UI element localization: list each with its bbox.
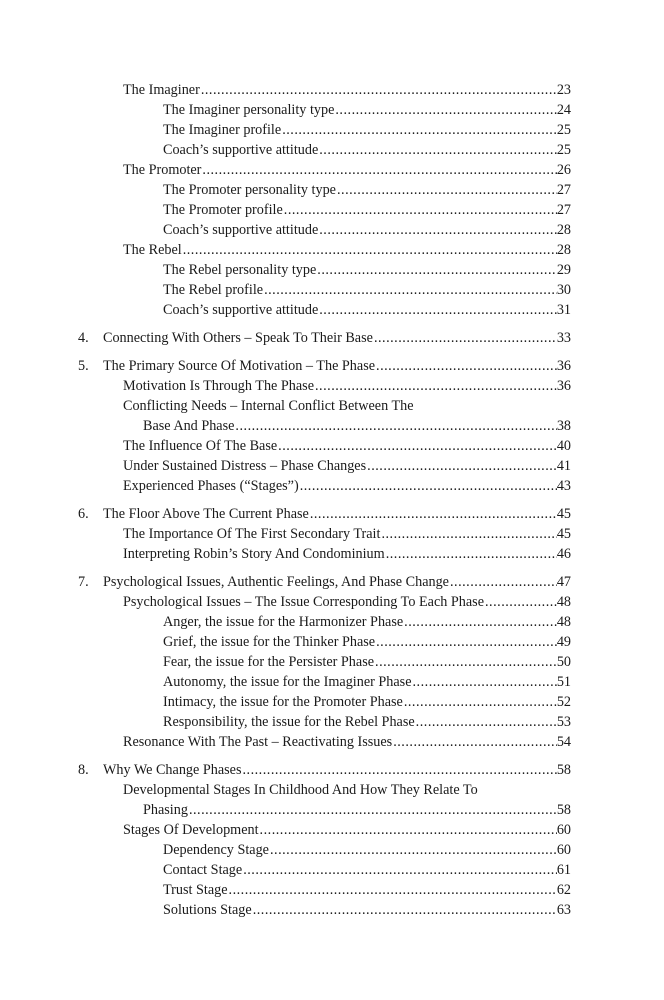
toc-entry[interactable] (0, 476, 664, 496)
toc-entry-title: Autonomy, the issue for the Imaginer Phase (163, 674, 412, 690)
toc-entry-title: The Influence Of The Base (123, 438, 278, 454)
page-number: 51 (556, 674, 571, 690)
toc-entry[interactable] (0, 80, 664, 100)
toc-entry-line (123, 820, 571, 840)
toc-entry-title: Coach’s supportive attitude (163, 302, 319, 318)
chapter-number: 6. (78, 506, 89, 522)
toc-entry[interactable] (0, 100, 664, 120)
toc-entry-title: Developmental Stages In Childhood And How They Relate To (123, 782, 478, 798)
dot-leader (234, 416, 556, 436)
page-number: 49 (556, 634, 571, 650)
toc-entry-title: The Imaginer profile (163, 122, 282, 138)
toc-entry-title: The Imaginer personality type (163, 102, 335, 118)
chapter-number: 4. (78, 330, 89, 346)
page-number: 58 (556, 762, 571, 778)
dot-leader (403, 612, 557, 632)
toc-entry-title: Connecting With Others – Speak To Their Base (103, 330, 373, 346)
toc-entry[interactable] (0, 840, 664, 860)
toc-entry[interactable] (0, 692, 664, 712)
toc-entry-title: The Rebel profile (163, 282, 264, 298)
toc-entry-line (163, 200, 571, 220)
dot-leader (318, 220, 557, 240)
page-number: 29 (556, 262, 571, 278)
page-number: 28 (556, 242, 571, 258)
toc-entry-line (143, 800, 571, 820)
toc-entry-title: Why We Change Phases (103, 762, 242, 778)
page-number: 38 (556, 418, 571, 434)
toc-entry[interactable] (0, 880, 664, 900)
toc-entry-title: Anger, the issue for the Harmonizer Phase (163, 614, 404, 630)
page-number: 25 (556, 122, 571, 138)
toc-entry-line (123, 456, 571, 476)
page-number: 54 (556, 734, 571, 750)
page-number: 43 (556, 478, 571, 494)
dot-leader (484, 592, 557, 612)
toc-entry[interactable] (0, 300, 664, 320)
page-number: 58 (556, 802, 571, 818)
dot-leader (314, 376, 557, 396)
toc-entry-line (103, 572, 571, 592)
dot-leader (316, 260, 557, 280)
toc-entry-line (123, 732, 571, 752)
toc-entry-line (163, 100, 571, 120)
chapter-number: 5. (78, 358, 89, 374)
toc-entry-title: The Promoter personality type (163, 182, 336, 198)
dot-leader (375, 632, 557, 652)
page-number: 27 (556, 182, 571, 198)
toc-entry[interactable] (0, 652, 664, 672)
toc-entry-title: The Imaginer (123, 82, 200, 98)
toc-entry-line (163, 692, 571, 712)
dot-leader (182, 240, 557, 260)
toc-entry-title: Interpreting Robin’s Story And Condominium (123, 546, 385, 562)
toc-entry[interactable] (0, 240, 664, 260)
dot-leader (385, 544, 557, 564)
toc-entry-title: Trust Stage (163, 882, 228, 898)
toc-entry-line (103, 328, 571, 348)
toc-entry-line (103, 356, 571, 376)
toc-entry-line (163, 612, 571, 632)
dot-leader (188, 800, 557, 820)
page-number: 61 (556, 862, 571, 878)
dot-leader (252, 900, 557, 920)
toc-entry[interactable] (0, 160, 664, 180)
dot-leader (318, 300, 557, 320)
dot-leader (201, 160, 556, 180)
dot-leader (241, 760, 556, 780)
toc-entry-line (123, 544, 571, 564)
toc-entry-line (163, 880, 571, 900)
dot-leader (392, 732, 557, 752)
page-number: 60 (556, 822, 571, 838)
toc-entry[interactable] (0, 396, 664, 416)
toc-entry[interactable] (0, 780, 664, 800)
page-number: 23 (556, 82, 571, 98)
toc-entry[interactable] (0, 180, 664, 200)
toc-entry[interactable] (0, 220, 664, 240)
dot-leader (318, 140, 557, 160)
toc-entry[interactable] (0, 712, 664, 732)
page-number: 48 (556, 614, 571, 630)
page-number: 46 (556, 546, 571, 562)
toc-entry-line (123, 80, 571, 100)
toc-entry-line (163, 840, 571, 860)
page-number: 28 (556, 222, 571, 238)
toc-entry-title: The Primary Source Of Motivation – The Phase (103, 358, 376, 374)
toc-entry[interactable] (0, 416, 664, 436)
toc-entry[interactable] (0, 732, 664, 752)
toc-entry-line (123, 436, 571, 456)
page-number: 33 (556, 330, 571, 346)
toc-entry-title: Fear, the issue for the Persister Phase (163, 654, 375, 670)
toc-entry-line (143, 416, 571, 436)
toc-entry-title: The Rebel personality type (163, 262, 317, 278)
dot-leader (263, 280, 557, 300)
toc-entry[interactable] (0, 820, 664, 840)
page-number: 27 (556, 202, 571, 218)
page-number: 60 (556, 842, 571, 858)
toc-entry-line (163, 652, 571, 672)
toc-entry-title: Responsibility, the issue for the Rebel Phase (163, 714, 415, 730)
toc-entry-title: The Promoter (123, 162, 202, 178)
toc-entry-title: Stages Of Development (123, 822, 259, 838)
page-number: 30 (556, 282, 571, 298)
toc-entry-line (123, 240, 571, 260)
page-number: 41 (556, 458, 571, 474)
toc-entry-title: Intimacy, the issue for the Promoter Phase (163, 694, 403, 710)
page-number: 63 (556, 902, 571, 918)
toc-entry-title: The Rebel (123, 242, 182, 258)
dot-leader (269, 840, 557, 860)
dot-leader (334, 100, 556, 120)
page-number: 53 (556, 714, 571, 730)
toc-entry-title: Conflicting Needs – Internal Conflict Between The (123, 398, 414, 414)
toc-entry[interactable] (0, 524, 664, 544)
toc-entry-line (103, 760, 571, 780)
toc-entry[interactable] (0, 456, 664, 476)
toc-list (0, 80, 664, 920)
dot-leader (373, 328, 557, 348)
toc-entry-title: Contact Stage (163, 862, 243, 878)
toc-entry-line (123, 160, 571, 180)
toc-entry[interactable] (0, 200, 664, 220)
toc-entry-line (123, 780, 478, 800)
toc-entry[interactable] (0, 436, 664, 456)
toc-entry-title: Psychological Issues – The Issue Corresponding To Each Phase (123, 594, 484, 610)
dot-leader (277, 436, 557, 456)
toc-entry-title: Under Sustained Distress – Phase Changes (123, 458, 367, 474)
toc-entry[interactable] (0, 120, 664, 140)
dot-leader (375, 356, 557, 376)
page-number: 45 (556, 526, 571, 542)
page-number: 52 (556, 694, 571, 710)
dot-leader (309, 504, 557, 524)
page-number: 47 (556, 574, 571, 590)
dot-leader (281, 120, 557, 140)
toc-entry-title: The Floor Above The Current Phase (103, 506, 309, 522)
toc-entry-line (123, 376, 571, 396)
toc-entry-line (163, 120, 571, 140)
toc-entry[interactable] (0, 632, 664, 652)
page-number: 25 (556, 142, 571, 158)
toc-entry[interactable] (0, 800, 664, 820)
toc-entry[interactable] (0, 760, 664, 780)
page-number: 36 (556, 378, 571, 394)
toc-entry[interactable] (0, 612, 664, 632)
toc-entry[interactable] (0, 140, 664, 160)
toc-entry-line (163, 280, 571, 300)
dot-leader (412, 672, 557, 692)
dot-leader (228, 880, 557, 900)
toc-entry-line (163, 140, 571, 160)
toc-entry-line (163, 672, 571, 692)
toc-entry-title: Solutions Stage (163, 902, 252, 918)
toc-entry[interactable] (0, 376, 664, 396)
page-number: 40 (556, 438, 571, 454)
toc-entry-title: Coach’s supportive attitude (163, 142, 319, 158)
toc-entry-line (163, 220, 571, 240)
page-number: 36 (556, 358, 571, 374)
toc-entry-line (123, 476, 571, 496)
toc-entry-title: Phasing (143, 802, 188, 818)
toc-entry[interactable] (0, 280, 664, 300)
toc-entry-line (163, 632, 571, 652)
dot-leader (200, 80, 557, 100)
dot-leader (366, 456, 557, 476)
toc-entry[interactable] (0, 260, 664, 280)
toc-entry[interactable] (0, 672, 664, 692)
toc-entry-title: The Importance Of The First Secondary Trait (123, 526, 381, 542)
dot-leader (374, 652, 557, 672)
dot-leader (299, 476, 557, 496)
page-number: 31 (556, 302, 571, 318)
dot-leader (259, 820, 557, 840)
toc-entry[interactable] (0, 356, 664, 376)
toc-entry-title: Motivation Is Through The Phase (123, 378, 314, 394)
page-number: 45 (556, 506, 571, 522)
toc-entry-line (163, 712, 571, 732)
toc-entry-title: Base And Phase (143, 418, 235, 434)
page-number: 24 (556, 102, 571, 118)
toc-entry[interactable] (0, 592, 664, 612)
toc-entry-title: Grief, the issue for the Thinker Phase (163, 634, 376, 650)
page-number: 50 (556, 654, 571, 670)
toc-entry-line (163, 180, 571, 200)
dot-leader (449, 572, 557, 592)
toc-entry-title: Resonance With The Past – Reactivating Issues (123, 734, 393, 750)
toc-entry[interactable] (0, 504, 664, 524)
toc-entry-line (123, 396, 414, 416)
toc-entry-line (163, 860, 571, 880)
dot-leader (283, 200, 557, 220)
toc-entry[interactable] (0, 544, 664, 564)
dot-leader (415, 712, 557, 732)
toc-entry-title: Psychological Issues, Authentic Feelings, And Phase Change (103, 574, 449, 590)
toc-entry-line (123, 592, 571, 612)
page-number: 48 (556, 594, 571, 610)
toc-entry-title: Coach’s supportive attitude (163, 222, 319, 238)
toc-entry[interactable] (0, 860, 664, 880)
toc-entry-line (123, 524, 571, 544)
dot-leader (336, 180, 557, 200)
toc-entry-line (163, 260, 571, 280)
dot-leader (242, 860, 557, 880)
chapter-number: 7. (78, 574, 89, 590)
toc-entry[interactable] (0, 572, 664, 592)
page-number: 26 (556, 162, 571, 178)
toc-entry-title: Experienced Phases (“Stages”) (123, 478, 299, 494)
dot-leader (403, 692, 557, 712)
toc-entry[interactable] (0, 900, 664, 920)
toc-entry-line (103, 504, 571, 524)
toc-entry[interactable] (0, 328, 664, 348)
toc-entry-title: Dependency Stage (163, 842, 269, 858)
chapter-number: 8. (78, 762, 89, 778)
toc-entry-title: The Promoter profile (163, 202, 283, 218)
dot-leader (380, 524, 556, 544)
page-number: 62 (556, 882, 571, 898)
toc-entry-line (163, 900, 571, 920)
toc-entry-line (163, 300, 571, 320)
